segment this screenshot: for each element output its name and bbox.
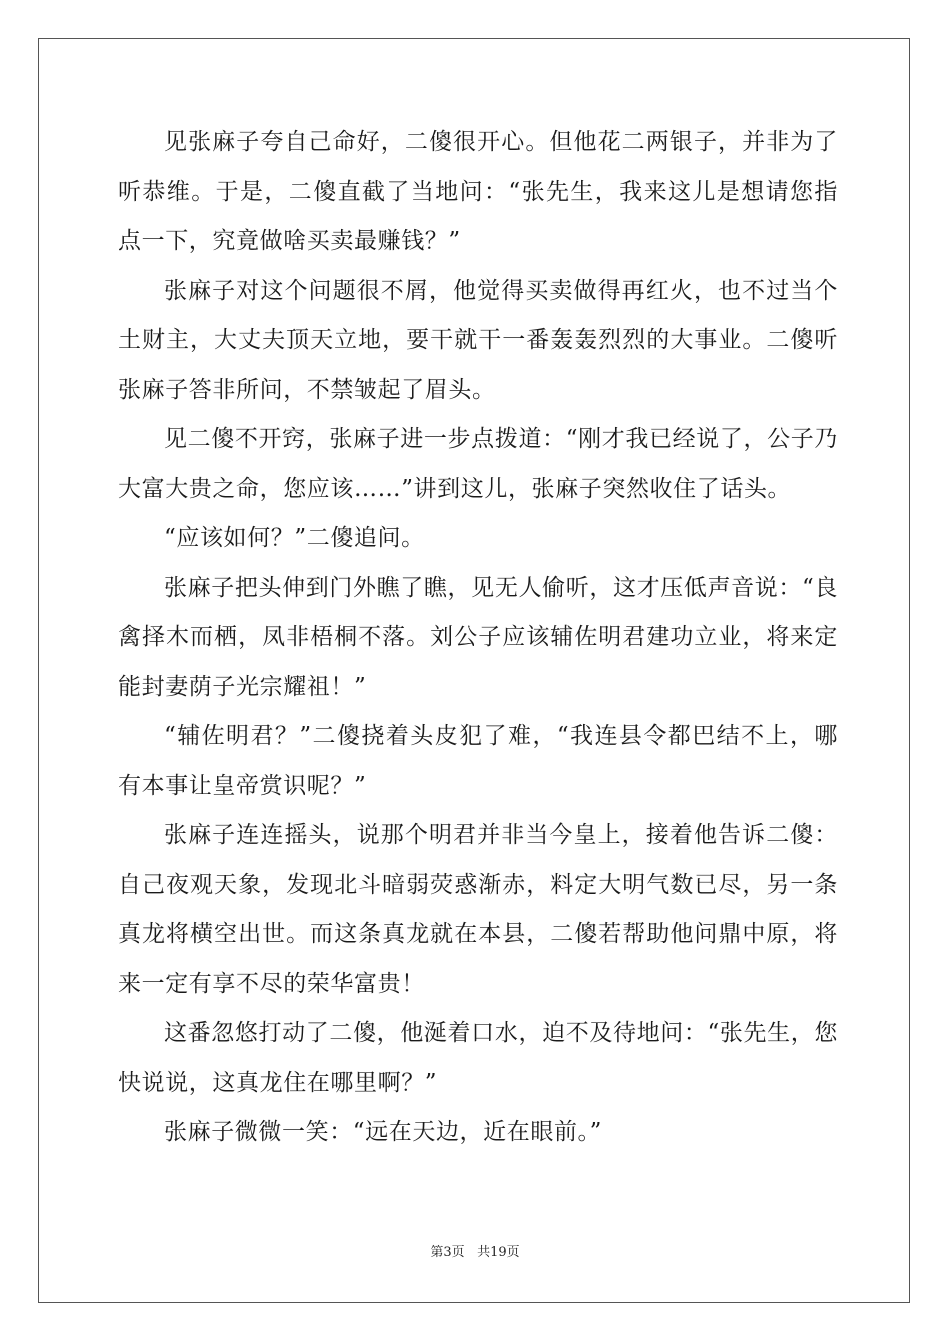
paragraph: 见二傻不开窍，张麻子进一步点拨道：“刚才我已经说了，公子乃大富大贵之命，您应该……”讲到这儿，张麻子突然收住了话头。 <box>118 426 838 502</box>
page-total: 共19页 <box>477 1245 520 1260</box>
paragraph: 见张麻子夸自己命好，二傻很开心。但他花二两银子，并非为了听恭维。于是，二傻直截了当地问：“张先生，我来这儿是想请您指点一下，究竟做啥买卖最赚钱？” <box>118 129 838 254</box>
document-body <box>118 118 838 1158</box>
paragraph: 张麻子连连摇头，说那个明君并非当今皇上，接着他告诉二傻：自己夜观天象，发现北斗暗弱荧惑渐赤，料定大明气数已尽，另一条真龙将横空出世。而这条真龙就在本县，二傻若帮助他问鼎中原，将来一定有享不尽的荣华富贵！ <box>118 822 838 997</box>
paragraph: 张麻子对这个问题很不屑，他觉得买卖做得再红火，也不过当个土财主，大丈夫顶天立地，要干就干一番轰轰烈烈的大事业。二傻听张麻子答非所问，不禁皱起了眉头。 <box>118 277 838 403</box>
paragraph: 这番忽悠打动了二傻，他涎着口水，迫不及待地问：“张先生，您快说说，这真龙住在哪里啊？” <box>118 1020 838 1096</box>
paragraph: 张麻子把头伸到门外瞧了瞧，见无人偷听，这才压低声音说：“良禽择木而栖，凤非梧桐不落。刘公子应该辅佐明君建功立业，将来定能封妻荫子光宗耀祖！” <box>118 574 838 700</box>
page-footer <box>0 1244 950 1262</box>
paragraph: “辅佐明君？”二傻挠着头皮犯了难，“我连县令都巴结不上，哪有本事让皇帝赏识呢？” <box>118 723 838 799</box>
paragraph: 张麻子微微一笑：“远在天边，近在眼前。” <box>164 1119 603 1145</box>
paragraph: “应该如何？”二傻追问。 <box>164 525 425 551</box>
footer-spacer <box>465 1245 477 1260</box>
page-number: 第3页 <box>430 1245 465 1260</box>
